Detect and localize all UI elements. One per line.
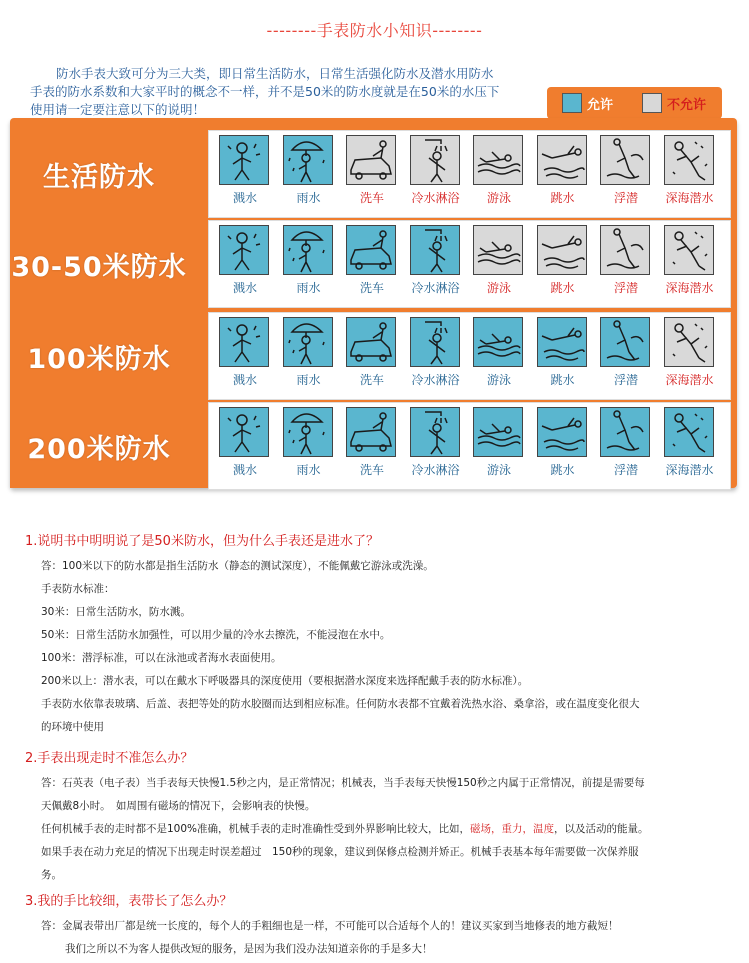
activity-label: 冷水淋浴 xyxy=(411,463,460,477)
allowed-swatch xyxy=(562,93,582,113)
faq-answer-line: 务。 xyxy=(41,869,62,881)
activity-label: 深海潜水 xyxy=(665,191,714,205)
splash-icon xyxy=(219,225,269,275)
activity-cell xyxy=(342,135,404,215)
snorkel-icon xyxy=(600,407,650,457)
activity-label: 游泳 xyxy=(486,281,511,295)
faq-answer-line: 30米：日常生活防水，防水溅。 xyxy=(41,606,191,618)
activity-cell xyxy=(342,317,404,397)
activity-cell xyxy=(469,317,531,397)
faq-answer-line: 天佩戴8小时。 如周围有磁场的情况下，会影响表的快慢。 xyxy=(41,800,316,812)
intro-line-3: 使用请一定要注意以下的说明！ xyxy=(30,102,206,117)
activity-label: 洗车 xyxy=(359,281,384,295)
activity-cell xyxy=(342,407,404,487)
faq-question: 2.手表出现走时不准怎么办？ xyxy=(25,751,194,766)
page-title: --------手表防水小知识-------- xyxy=(266,21,483,40)
rain-icon xyxy=(283,225,333,275)
dive-icon xyxy=(537,225,587,275)
activity-label: 溅水 xyxy=(232,191,257,205)
swim-icon xyxy=(473,225,523,275)
swim-icon xyxy=(473,135,523,185)
activity-cell xyxy=(469,135,531,215)
activity-label: 洗车 xyxy=(359,463,384,477)
activity-label: 游泳 xyxy=(486,191,511,205)
row-icons xyxy=(208,312,731,400)
faq-answer-line: 的环境中使用 xyxy=(41,721,104,733)
deepdive-icon xyxy=(664,407,714,457)
dive-icon xyxy=(537,135,587,185)
faq-3 xyxy=(25,890,735,961)
row-icons xyxy=(208,402,731,490)
activity-cell xyxy=(406,317,468,397)
activity-cell xyxy=(279,135,341,215)
activity-cell xyxy=(596,317,658,397)
activity-cell xyxy=(215,317,277,397)
activity-label: 跳水 xyxy=(550,373,575,387)
faq-answer-line: 答：石英表（电子表）当手表每天快慢1.5秒之内，是正常情况；机械表，当手表每天快慢150秒之内属于正常情况，前提是需要每 xyxy=(41,777,645,789)
activity-label: 浮潜 xyxy=(613,191,638,205)
faq-answer-text: ，以及活动的能量。 xyxy=(554,823,649,835)
faq-answer-line: 手表防水依靠表玻璃、后盖、表把等处的防水胶圈而达到相应标准。任何防水表都不宜戴着洗热水浴、桑拿浴，或在温度变化很大 xyxy=(41,698,640,710)
carwash-icon xyxy=(346,407,396,457)
row-label: 30-50米防水 xyxy=(10,222,188,306)
row-label: 生活防水 xyxy=(10,132,188,216)
shower-icon xyxy=(410,225,460,275)
activity-cell xyxy=(660,225,722,305)
activity-cell xyxy=(469,225,531,305)
activity-cell xyxy=(533,317,595,397)
activity-cell xyxy=(342,225,404,305)
faq-question: 3.我的手比较细，表带长了怎么办？ xyxy=(25,894,233,909)
activity-cell xyxy=(660,135,722,215)
not-allowed-swatch xyxy=(642,93,662,113)
activity-label: 跳水 xyxy=(550,281,575,295)
splash-icon xyxy=(219,135,269,185)
row-label: 100米防水 xyxy=(10,314,188,398)
activity-label: 雨水 xyxy=(296,281,321,295)
activity-label: 浮潜 xyxy=(613,463,638,477)
dive-icon xyxy=(537,317,587,367)
activity-label: 深海潜水 xyxy=(665,373,714,387)
water-resistance-grid xyxy=(10,118,737,488)
activity-label: 浮潜 xyxy=(613,281,638,295)
activity-label: 雨水 xyxy=(296,463,321,477)
shower-icon xyxy=(410,317,460,367)
faq-answer-line: 200米以上：潜水表，可以在戴水下呼吸器具的深度使用（要根据潜水深度来选择配戴手表的防水标准）。 xyxy=(41,675,529,687)
shower-icon xyxy=(410,407,460,457)
activity-cell xyxy=(215,135,277,215)
activity-label: 溅水 xyxy=(232,373,257,387)
faq-answer-line: 答：100米以下的防水都是指生活防水（静态的测试深度），不能佩戴它游泳或洗澡。 xyxy=(41,560,434,572)
faq-2 xyxy=(25,747,735,887)
faq-question: 1.说明书中明明说了是50米防水，但为什么手表还是进水了？ xyxy=(25,534,379,549)
faq-answer-line: 如果手表在动力充足的情况下出现走时误差超过 150秒的现象，建议到保修点检测并矫正。机械手表基本每年需要做一次保养服 xyxy=(41,846,639,858)
activity-cell xyxy=(279,317,341,397)
intro-line-2: 手表的防水系数和大家平时的概念不一样，并不是50米的防水度就是在50米的水压下 xyxy=(30,84,500,99)
activity-label: 雨水 xyxy=(296,191,321,205)
deepdive-icon xyxy=(664,225,714,275)
activity-cell xyxy=(279,225,341,305)
snorkel-icon xyxy=(600,135,650,185)
swim-icon xyxy=(473,317,523,367)
activity-cell xyxy=(660,407,722,487)
activity-label: 冷水淋浴 xyxy=(411,191,460,205)
faq-answer-line: 我们之所以不为客人提供改短的服务，是因为我们没办法知道亲你的手是多大！ xyxy=(65,943,433,955)
activity-cell xyxy=(596,135,658,215)
row-label: 200米防水 xyxy=(10,404,188,488)
activity-cell xyxy=(596,407,658,487)
snorkel-icon xyxy=(600,225,650,275)
carwash-icon xyxy=(346,225,396,275)
faq-answer-text: 任何机械手表的走时都不是100%准确，机械手表的走时准确性受到外界影响比较大，比如， xyxy=(41,823,471,835)
carwash-icon xyxy=(346,317,396,367)
activity-label: 溅水 xyxy=(232,281,257,295)
activity-cell xyxy=(406,225,468,305)
activity-cell xyxy=(660,317,722,397)
activity-cell xyxy=(215,407,277,487)
activity-cell xyxy=(533,407,595,487)
activity-label: 洗车 xyxy=(359,373,384,387)
activity-label: 溅水 xyxy=(232,463,257,477)
row-icons xyxy=(208,130,731,218)
activity-label: 深海潜水 xyxy=(665,463,714,477)
legend-allowed-label: 允许 xyxy=(587,98,614,113)
activity-cell xyxy=(406,407,468,487)
activity-cell xyxy=(533,225,595,305)
activity-cell xyxy=(279,407,341,487)
row-icons xyxy=(208,220,731,308)
legend-not-allowed-label: 不允许 xyxy=(667,98,707,113)
activity-label: 冷水淋浴 xyxy=(411,373,460,387)
legend xyxy=(547,87,722,119)
faq-answer-line: 手表防水标准： xyxy=(41,583,115,595)
activity-cell xyxy=(596,225,658,305)
rain-icon xyxy=(283,317,333,367)
faq-answer-highlight: 磁场，重力，温度 xyxy=(470,823,555,835)
shower-icon xyxy=(410,135,460,185)
activity-label: 深海潜水 xyxy=(665,281,714,295)
dive-icon xyxy=(537,407,587,457)
splash-icon xyxy=(219,407,269,457)
splash-icon xyxy=(219,317,269,367)
activity-label: 洗车 xyxy=(359,191,384,205)
activity-label: 冷水淋浴 xyxy=(411,281,460,295)
snorkel-icon xyxy=(600,317,650,367)
deepdive-icon xyxy=(664,317,714,367)
activity-cell xyxy=(406,135,468,215)
rain-icon xyxy=(283,407,333,457)
swim-icon xyxy=(473,407,523,457)
activity-label: 游泳 xyxy=(486,373,511,387)
faq-answer-line: 50米：日常生活防水加强性，可以用少量的冷水去擦洗，不能浸泡在水中。 xyxy=(41,629,391,641)
intro-text xyxy=(30,65,530,119)
faq-1 xyxy=(25,530,735,739)
faq-answer-line xyxy=(41,818,735,841)
faq-answer-line: 答：金属表带出厂都是统一长度的，每个人的手粗细也是一样，不可能可以合适每个人的！建议买家到当地修表的地方截短！ xyxy=(41,920,619,932)
activity-cell xyxy=(215,225,277,305)
faq-answer-line: 100米：潜浮标准，可以在泳池或者海水表面使用。 xyxy=(41,652,282,664)
activity-cell xyxy=(469,407,531,487)
activity-label: 雨水 xyxy=(296,373,321,387)
activity-label: 跳水 xyxy=(550,463,575,477)
carwash-icon xyxy=(346,135,396,185)
deepdive-icon xyxy=(664,135,714,185)
rain-icon xyxy=(283,135,333,185)
activity-label: 游泳 xyxy=(486,463,511,477)
activity-label: 跳水 xyxy=(550,191,575,205)
intro-line-1: 防水手表大致可分为三大类，即日常生活防水，日常生活强化防水及潜水用防水 xyxy=(56,66,494,81)
activity-cell xyxy=(533,135,595,215)
activity-label: 浮潜 xyxy=(613,373,638,387)
